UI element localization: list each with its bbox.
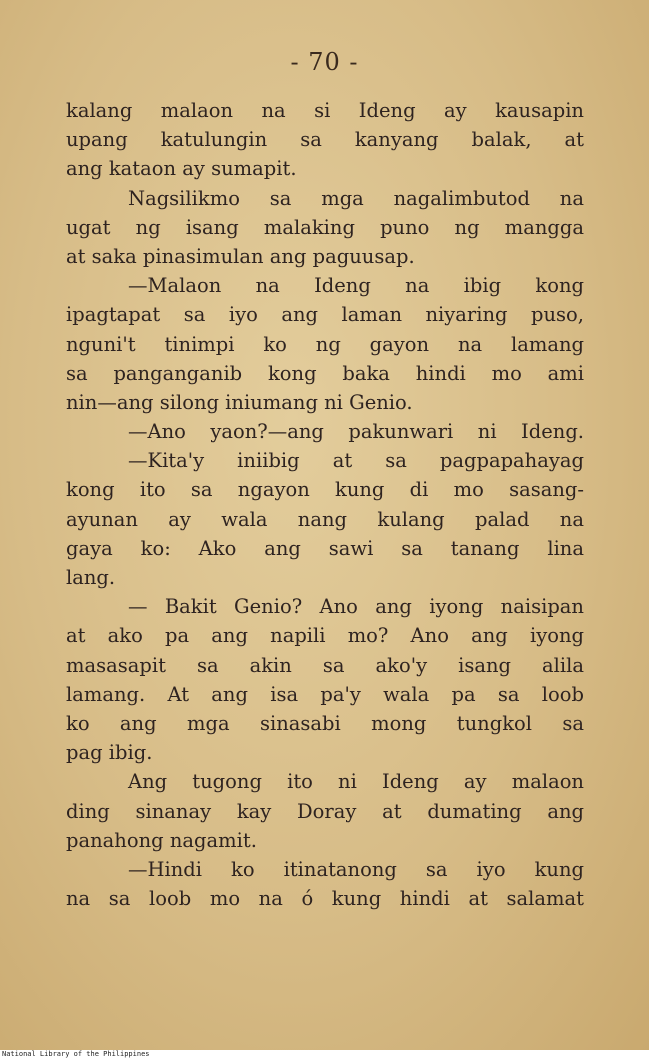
text-line: gaya ko: Ako ang sawi sa tanang lina bbox=[66, 536, 584, 560]
text-line: pag ibig. bbox=[66, 741, 153, 765]
text-line: —Malaon na Ideng na ibig kong bbox=[128, 274, 584, 298]
text-line: Ang tugong ito ni Ideng ay malaon bbox=[128, 770, 584, 794]
text-line: ipagtapat sa iyo ang laman niyaring puso, bbox=[66, 303, 584, 327]
text-line: — Bakit Genio? Ano ang iyong naisipan bbox=[128, 595, 584, 619]
text-line: nin—ang silong iniumang ni Genio. bbox=[66, 390, 413, 414]
text-line: ko ang mga sinasabi mong tungkol sa bbox=[66, 711, 584, 735]
text-line: ding sinanay kay Doray at dumating ang bbox=[66, 799, 584, 823]
text-line: Nagsilikmo sa mga nagalimbutod na bbox=[128, 186, 584, 210]
body-text bbox=[66, 96, 584, 913]
text-line: —Hindi ko itinatanong sa iyo kung bbox=[128, 857, 584, 881]
text-line: at ako pa ang napili mo? Ano ang iyong bbox=[66, 624, 584, 648]
text-line: na sa loob mo na ó kung hindi at salamat bbox=[66, 887, 584, 911]
footer-credit: National Library of the Philippines bbox=[2, 1050, 150, 1058]
text-line: ugat ng isang malaking puno ng mangga bbox=[66, 215, 584, 239]
text-line: nguni't tinimpi ko ng gayon na lamang bbox=[66, 332, 584, 356]
text-line: upang katulungin sa kanyang balak, at bbox=[66, 128, 584, 152]
text-line: ang kataon ay sumapit. bbox=[66, 157, 297, 181]
text-line: lamang. At ang isa pa'y wala pa sa loob bbox=[66, 682, 584, 706]
text-line: masasapit sa akin sa ako'y isang alila bbox=[66, 653, 584, 677]
text-line: kong ito sa ngayon kung di mo sasang- bbox=[66, 478, 584, 502]
text-line: sa panganganib kong baka hindi mo ami bbox=[66, 361, 584, 385]
text-line: at saka pinasimulan ang paguusap. bbox=[66, 244, 415, 268]
text-line: kalang malaon na si Ideng ay kausapin bbox=[66, 99, 584, 122]
text-line: —Kita'y iniibig at sa pagpapahayag bbox=[128, 449, 584, 473]
page-number: - 70 - bbox=[290, 48, 359, 76]
text-line: lang. bbox=[66, 566, 116, 589]
text-line: —Ano yaon?—ang pakunwari ni Ideng. bbox=[128, 420, 584, 444]
text-line: panahong nagamit. bbox=[66, 828, 257, 852]
text-line: ayunan ay wala nang kulang palad na bbox=[66, 507, 584, 531]
